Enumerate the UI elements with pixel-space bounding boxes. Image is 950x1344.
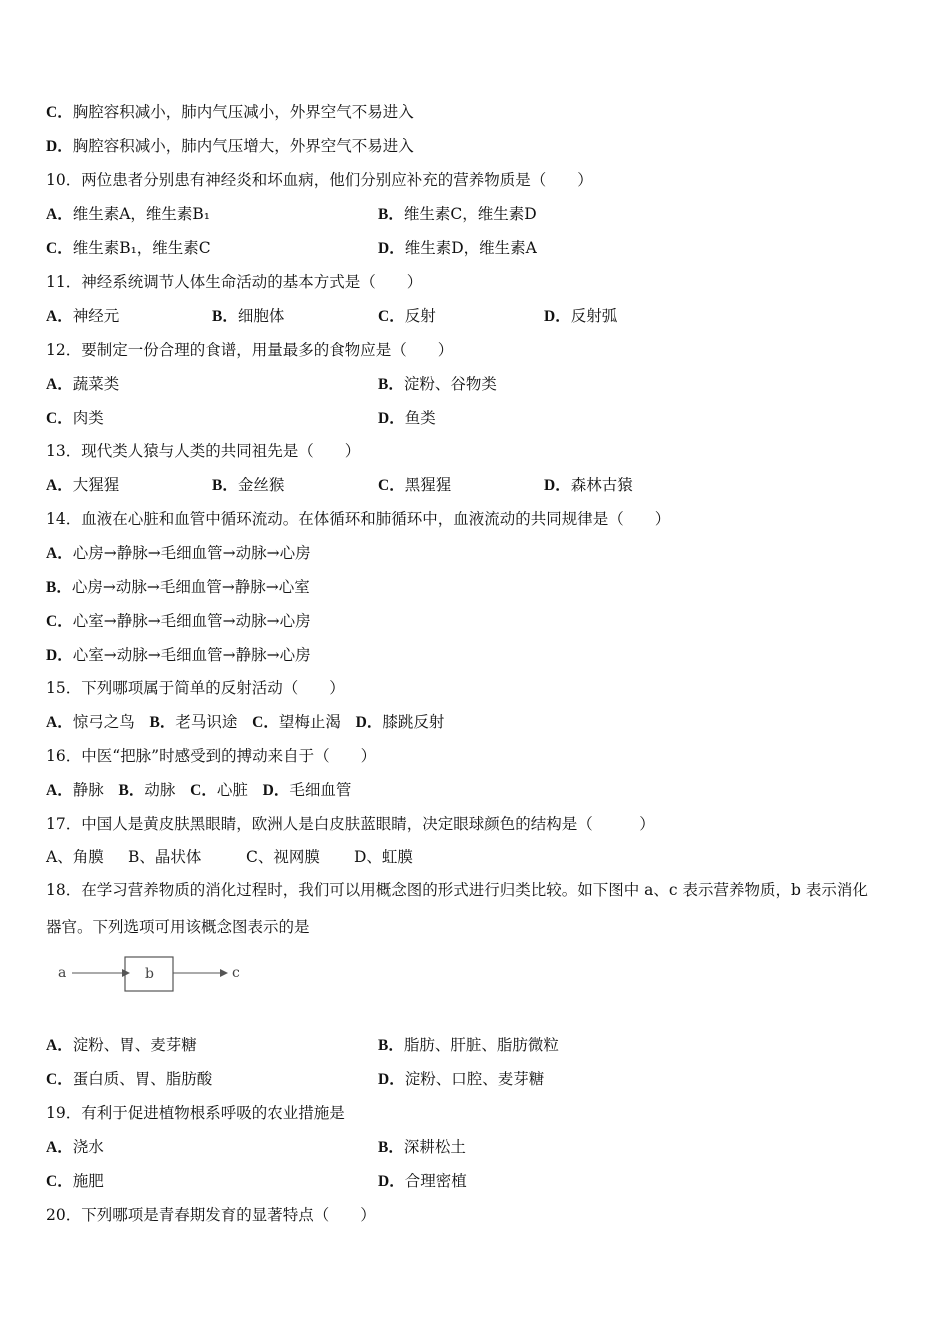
q10-option-c: C．维生素B₁，维生素C (46, 239, 211, 257)
q19-stem: 19．有利于促进植物根系呼吸的农业措施是 (46, 1104, 345, 1122)
q11-option-c: C．反射 (378, 307, 436, 325)
q18-option-b: B．脂肪、肝脏、脂肪微粒 (378, 1036, 559, 1054)
arrow-head-ab (122, 969, 130, 977)
q17-option-b: B、晶状体 (128, 848, 202, 866)
q13-option-d: D．森林古猿 (544, 476, 633, 494)
arrow-head-bc (220, 969, 228, 977)
q14-option-c: C．心室→静脉→毛细血管→动脉→心房 (46, 612, 311, 630)
q16-stem: 16．中医“把脉”时感受到的搏动来自于（ ） (46, 747, 377, 765)
q11-option-d: D．反射弧 (544, 307, 618, 325)
q19-option-c: C．施肥 (46, 1172, 104, 1190)
concept-diagram (54, 955, 254, 995)
diagram-label-c: c (232, 965, 240, 981)
q20-stem: 20．下列哪项是青春期发育的显著特点（ ） (46, 1206, 376, 1224)
diagram-label-b: b (145, 966, 154, 982)
q18-stem-line2: 器官。下列选项可用该概念图表示的是 (46, 918, 310, 936)
q14-stem: 14．血液在心脏和血管中循环流动。在体循环和肺循环中，血液流动的共同规律是（ ） (46, 510, 671, 528)
q19-option-b: B．深耕松土 (378, 1138, 466, 1156)
q17-option-a: A、角膜 (46, 848, 104, 866)
q18-option-c: C．蛋白质、胃、脂肪酸 (46, 1070, 213, 1088)
q11-stem: 11．神经系统调节人体生命活动的基本方式是（ ） (46, 273, 423, 291)
q19-option-d: D．合理密植 (378, 1172, 467, 1190)
q13-option-b: B．金丝猴 (212, 476, 285, 494)
q17-stem: 17．中国人是黄皮肤黑眼睛，欧洲人是白皮肤蓝眼睛，决定眼球颜色的结构是（ ） (46, 815, 655, 833)
q18-option-d: D．淀粉、口腔、麦芽糖 (378, 1070, 545, 1088)
q12-option-a: A．蔬菜类 (46, 375, 120, 393)
q17-option-c: C、视网膜 (246, 848, 320, 866)
q15-options: A．惊弓之鸟 B．老马识途 C．望梅止渴 D．膝跳反射 (46, 713, 445, 731)
q11-option-b: B．细胞体 (212, 307, 285, 325)
q17-option-d: D、虹膜 (354, 848, 413, 866)
q15-stem: 15．下列哪项属于简单的反射活动（ ） (46, 679, 345, 697)
q10-option-a: A．维生素A，维生素B₁ (46, 205, 211, 223)
q18-stem-line1: 18．在学习营养物质的消化过程时，我们可以用概念图的形式进行归类比较。如下图中 a、c 表示营养物质，b 表示消化 (46, 881, 868, 899)
q16-options: A．静脉 B．动脉 C．心脏 D．毛细血管 (46, 781, 352, 799)
q14-option-b: B．心房→动脉→毛细血管→静脉→心室 (46, 578, 310, 596)
q13-stem: 13．现代类人猿与人类的共同祖先是（ ） (46, 442, 361, 460)
q9-option-d: D．胸腔容积减小，肺内气压增大，外界空气不易进入 (46, 137, 414, 155)
q18-option-a: A．淀粉、胃、麦芽糖 (46, 1036, 197, 1054)
q11-option-a: A．神经元 (46, 307, 120, 325)
q10-option-d: D．维生素D，维生素A (378, 239, 537, 257)
q12-option-d: D．鱼类 (378, 409, 436, 427)
q9-option-c: C．胸腔容积减小，肺内气压减小，外界空气不易进入 (46, 103, 414, 121)
q14-option-d: D．心室→动脉→毛细血管→静脉→心房 (46, 646, 311, 664)
q13-option-c: C．黑猩猩 (378, 476, 452, 494)
q12-option-c: C．肉类 (46, 409, 104, 427)
q14-option-a: A．心房→静脉→毛细血管→动脉→心房 (46, 544, 311, 562)
q12-option-b: B．淀粉、谷物类 (378, 375, 497, 393)
q12-stem: 12．要制定一份合理的食谱，用量最多的食物应是（ ） (46, 341, 454, 359)
q10-option-b: B．维生素C，维生素D (378, 205, 537, 223)
q13-option-a: A．大猩猩 (46, 476, 120, 494)
q10-stem: 10．两位患者分别患有神经炎和坏血病，他们分别应补充的营养物质是（ ） (46, 171, 593, 189)
q19-option-a: A．浇水 (46, 1138, 104, 1156)
diagram-label-a: a (58, 965, 67, 981)
